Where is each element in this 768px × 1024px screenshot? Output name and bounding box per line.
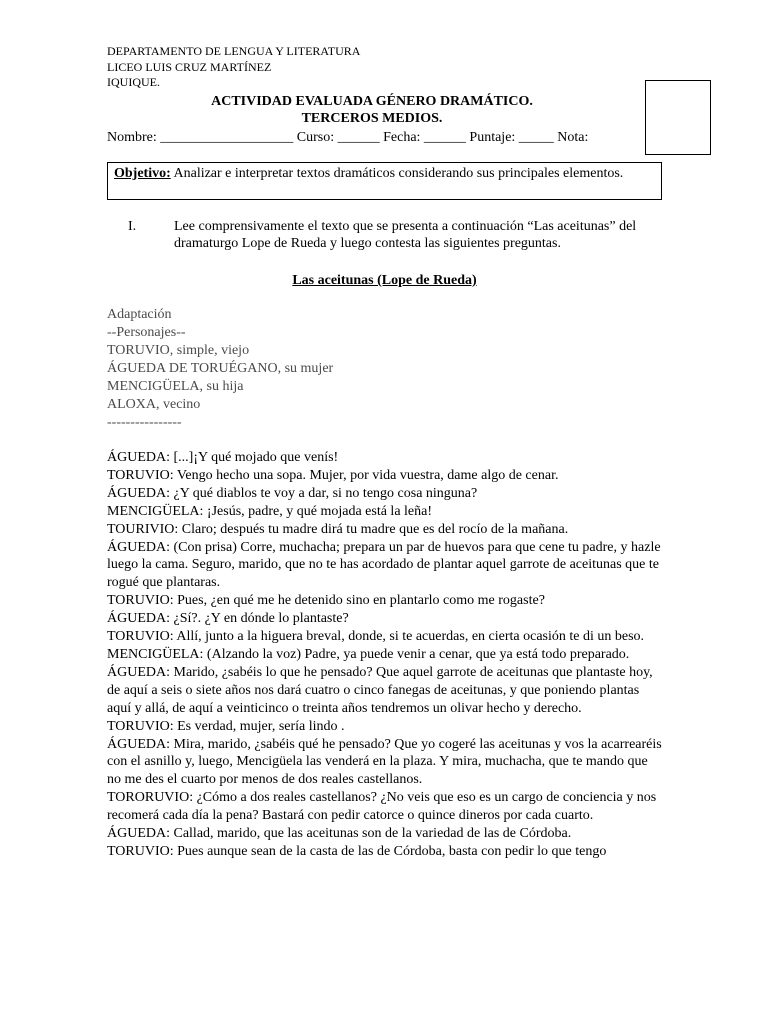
school-header <box>107 44 360 91</box>
dialogue-line: MENCIGÜELA: ¡Jesús, padre, y qué mojada está la leña! <box>107 503 433 519</box>
student-info-line: Nombre: ___________________ Curso: ______ Fecha: ______ Puntaje: _____ Nota: <box>107 130 589 145</box>
objective-label: Objetivo: <box>114 166 171 181</box>
cast-line: Adaptación <box>107 307 172 322</box>
dialogue-line: TOURIVIO: Claro; después tu madre dirá tu madre que es del rocío de la mañana. <box>107 521 569 537</box>
activity-title: ACTIVIDAD EVALUADA GÉNERO DRAMÁTICO. <box>211 94 533 109</box>
department-line: DEPARTAMENTO DE LENGUA Y LITERATURA <box>107 44 361 58</box>
dialogue-line: TORUVIO: Pues aunque sean de la casta de las de Córdoba, basta con pedir lo que tengo <box>107 843 607 859</box>
instruction-number: I. <box>128 219 137 234</box>
dialogue-line: TORUVIO: Es verdad, mujer, sería lindo . <box>107 718 345 734</box>
dialogue-line: ÁGUEDA: (Con prisa) Corre, muchacha; prepara un par de huevos para que cene tu padre, y hazle luego la cama. Seguro, marido, que no te has acordado de plantar aquel garrote de aceitunas que te rogué que plantaras. <box>107 539 661 591</box>
cast-line: TORUVIO, simple, viejo <box>107 343 250 358</box>
cast-line: ÁGUEDA DE TORUÉGANO, su mujer <box>107 361 334 376</box>
objective-box <box>107 162 662 200</box>
dialogue-line: ÁGUEDA: ¿Y qué diablos te voy a dar, si no tengo cosa ninguna? <box>107 485 478 501</box>
grade-box[interactable] <box>645 80 711 155</box>
school-line: LICEO LUIS CRUZ MARTÍNEZ <box>107 59 272 74</box>
dialogue-line: TORUVIO: Allí, junto a la higuera breval, donde, si te acuerdas, en cierta ocasión te di un beso. <box>107 629 645 645</box>
activity-subtitle: TERCEROS MEDIOS. <box>301 111 443 126</box>
cast-line: ---------------- <box>107 415 182 430</box>
dialogue-line: ÁGUEDA: [...]¡Y qué mojado que venís! <box>107 450 339 465</box>
dialogue-line: TORUVIO: Pues, ¿en qué me he detenido sino en plantarlo como me rogaste? <box>107 593 545 609</box>
cast-line: MENCIGÜELA, su hija <box>107 379 244 394</box>
cast-list <box>107 306 333 432</box>
city-line: IQUIQUE. <box>107 75 160 89</box>
play-dialogue <box>107 449 665 861</box>
dialogue-line: ÁGUEDA: Marido, ¿sabéis lo que he pensado? Que aquel garrote de aceitunas que plantaste hoy, de aquí a seis o siete años nos dará cuatro o cinco fanegas de aceitunas, y que poniendo plantas aquí y allá, de aquí a veinticinco o treinta años tendremos un olivar hecho y derecho. <box>107 664 653 716</box>
dialogue-line: ÁGUEDA: ¿Sí?. ¿Y en dónde lo plantaste? <box>107 611 349 627</box>
objective-text: Analizar e interpretar textos dramáticos considerando sus principales elementos. <box>170 166 624 181</box>
play-title: Las aceitunas (Lope de Rueda) <box>292 273 477 288</box>
dialogue-line: ÁGUEDA: Callad, marido, que las aceitunas son de la variedad de las de Córdoba. <box>107 826 572 842</box>
cast-line: ALOXA, vecino <box>107 397 201 412</box>
dialogue-line: TORORUVIO: ¿Cómo a dos reales castellanos? ¿No veis que eso es un cargo de conciencia y nos recomerá cada día la pena? Bastará con pedir catorce o quince dineros por cada cuarto. <box>107 790 657 824</box>
dialogue-line: TORUVIO: Vengo hecho una sopa. Mujer, por vida vuestra, dame algo de cenar. <box>107 467 559 483</box>
dialogue-line: MENCIGÜELA: (Alzando la voz) Padre, ya puede venir a cenar, que ya está todo preparado. <box>107 646 630 662</box>
cast-line: --Personajes-- <box>107 325 186 340</box>
instruction-text: Lee comprensivamente el texto que se presenta a continuación “Las aceitunas” del dramaturgo Lope de Rueda y luego contesta las siguientes preguntas. <box>174 219 637 251</box>
dialogue-line: ÁGUEDA: Mira, marido, ¿sabéis qué he pensado? Que yo cogeré las aceitunas y vos la acarrearéis con el asnillo y, luego, Mencigüela las venderá en la plaza. Y mira, muchacha, que te mando que no me des el cuarto por menos de dos reales castellanos. <box>107 736 662 788</box>
